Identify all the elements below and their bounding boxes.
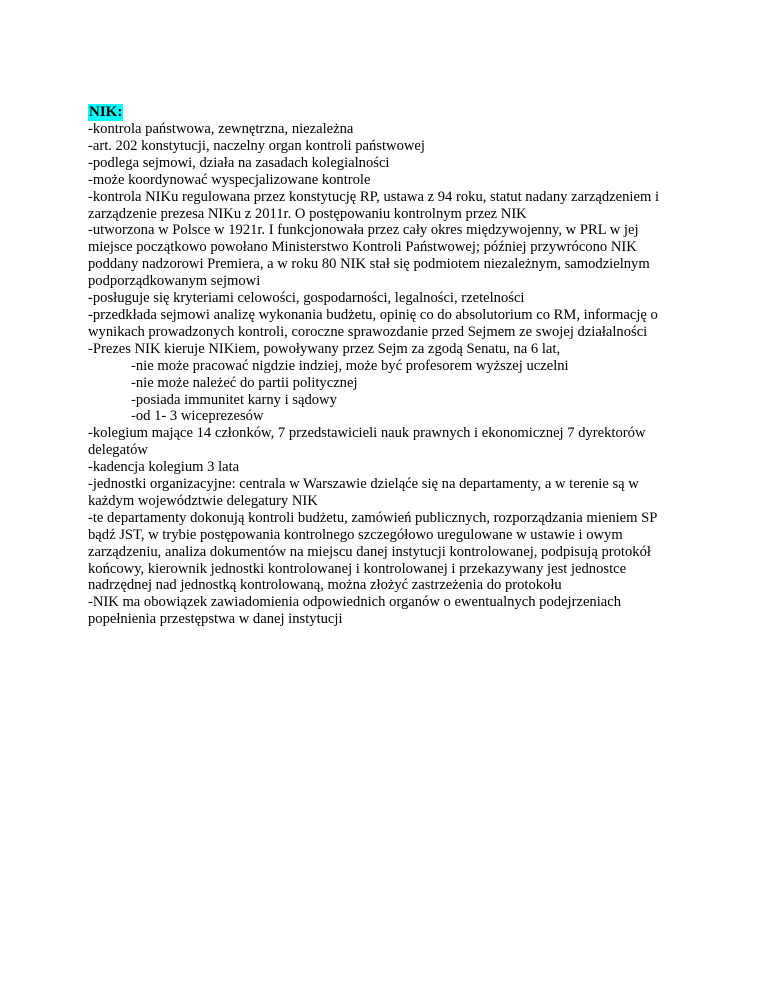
text-line: -NIK ma obowiązek zawiadomienia odpowiednich organów o ewentualnych podejrzeniach popełnienia przestępstwa w danej instytucji [88,594,622,628]
text-line: -przedkłada sejmowi analizę wykonania budżetu, opinię co do absolutorium co RM, informację o wynikach prowadzonych kontroli, coroczne sprawozdanie przed Sejmem ze swojej działalności [88,306,658,340]
document-heading: NIK: [89,104,123,120]
document-body [88,121,678,628]
text-line: -Prezes NIK kieruje NIKiem, powoływany przez Sejm za zgodą Senatu, na 6 lat, [88,340,561,357]
text-line: -kontrola państwowa, zewnętrzna, niezależna [88,121,354,137]
text-line: -art. 202 konstytucji, naczelny organ kontroli państwowej [88,137,425,154]
text-line: -utworzona w Polsce w 1921r. I funkcjonowała przez cały okres międzywojenny, w PRL w jej miejsce początkowo powołano Ministerstwo Kontroli Państwowej; później przywrócono NIK poddany nadzorowi Premiera, a w roku 80 NIK stał się podmiotem niezależnym, samodzielnym podporządkowanym sejmowi [88,222,650,290]
text-line: -może koordynować wyspecjalizowane kontrole [88,171,371,188]
document-page [88,104,678,628]
sub-item: -nie może należeć do partii politycznej [131,374,358,391]
text-line: -kolegium mające 14 członków, 7 przedstawicieli nauk prawnych i ekonomicznej 7 dyrektorów delegatów [88,425,646,459]
text-line: -jednostki organizacyjne: centrala w Warszawie dzieląće się na departamenty, a w terenie są w każdym województwie delegatury NIK [88,476,639,509]
sub-item: -posiada immunitet karny i sądowy [131,391,337,408]
text-line: -kontrola NIKu regulowana przez konstytucję RP, ustawa z 94 roku, statut nadany zarządzeniem i zarządzenie prezesa NIKu z 2011r. O postępowaniu kontrolnym przez NIK [88,188,659,222]
text-line: -te departamenty dokonują kontroli budżetu, zamówień publicznych, rozporządzania mieniem SP bądź JST, w trybie postępowania kontrolnego szczegółowo uregulowane w ustawie i owym zarządzeniu, analiza dokumentów na miejscu danej instytucji kontrolowanej, podpisują protokół końcowy, kierownik jednostki kontrolowanej i kontrolowanej i przekazywany jest jednostce nadrzędnej nad jednostką kontrolowaną, można złożyć zastrzeżenia do protokołu [88,509,657,594]
text-line: -posługuje się kryteriami celowości, gospodarności, legalności, rzetelności [88,290,525,307]
sub-item: -nie może pracować nigdzie indziej, może być profesorem wyższej uczelni [131,357,569,374]
sub-item: -od 1- 3 wiceprezesów [131,408,264,425]
text-line: -podlega sejmowi, działa na zasadach kolegialności [88,154,390,171]
text-line: -kadencja kolegium 3 lata [88,459,240,476]
